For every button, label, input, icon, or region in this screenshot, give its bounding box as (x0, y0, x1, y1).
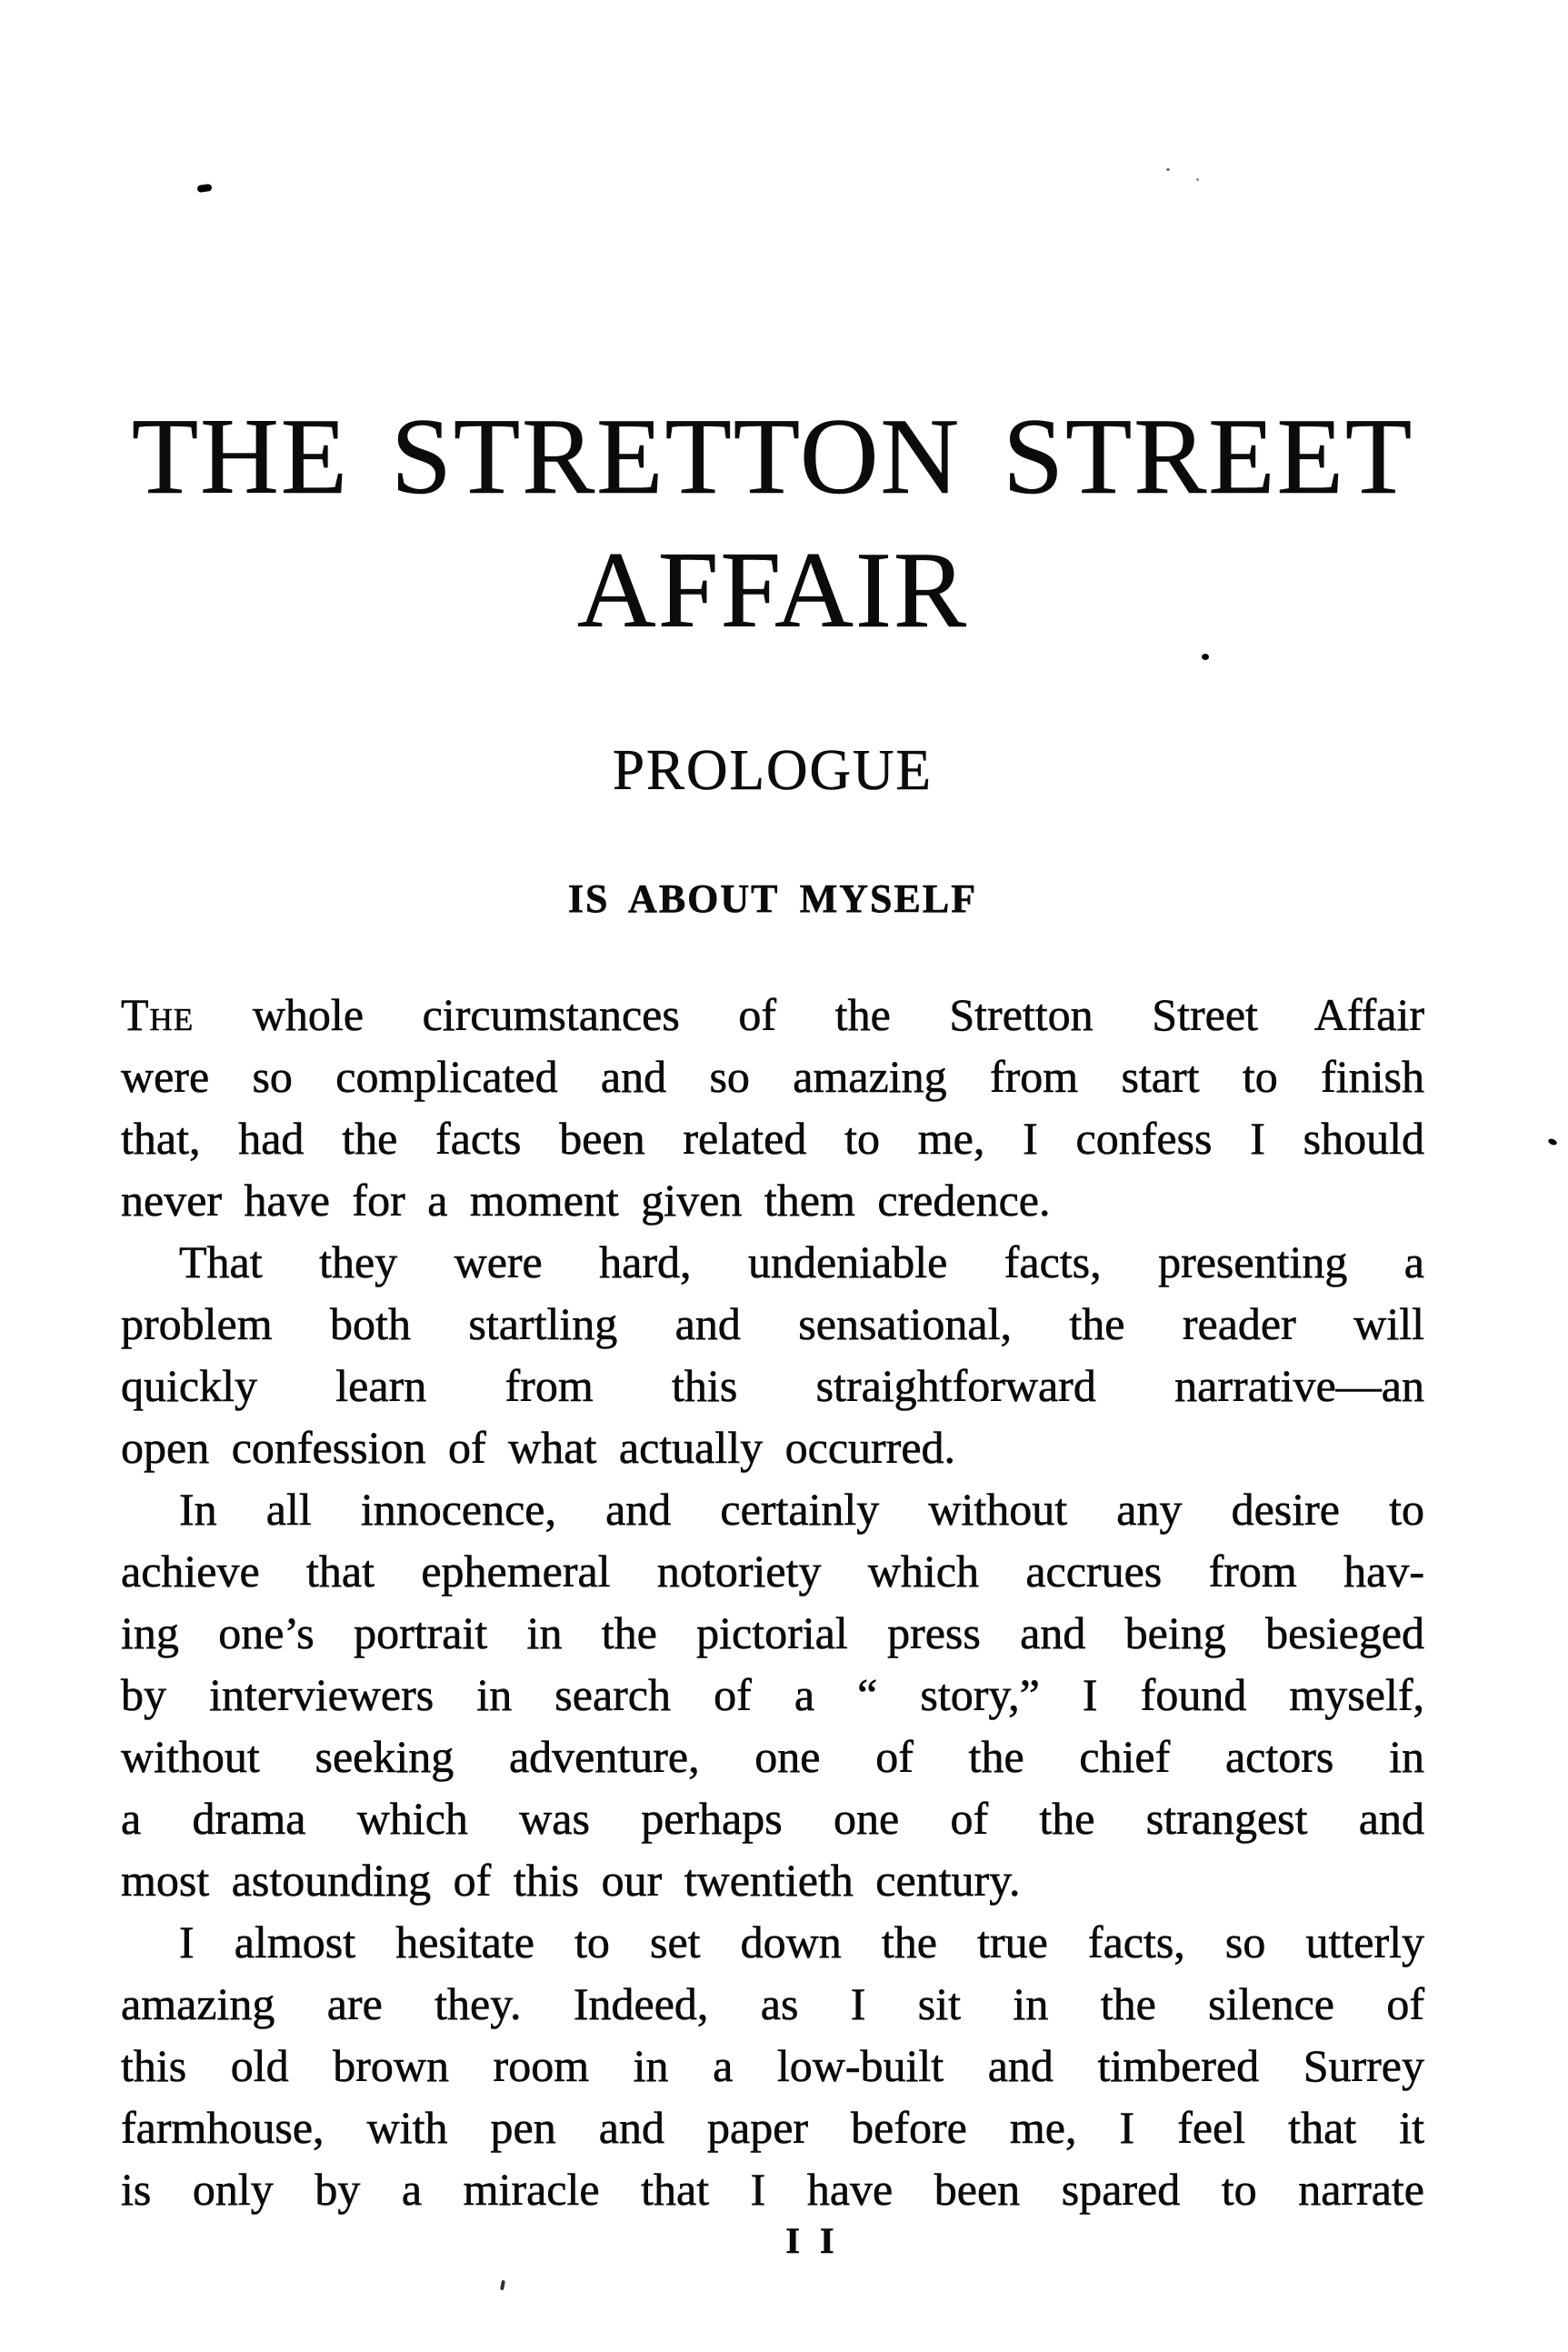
ink-dash-artifact (197, 184, 213, 193)
book-title-line1: THE STRETTON STREET (131, 395, 1414, 516)
paragraph-4 (121, 1911, 1424, 2220)
body-line: In all innocence, and certainly without any desire to (179, 1484, 1424, 1535)
body-line: were so complicated and so amazing from start to finish (121, 1051, 1424, 1102)
body-line: this old brown room in a low-built and timbered Surrey (121, 2040, 1424, 2091)
ink-dot (1202, 654, 1209, 660)
page-number: II (785, 2220, 854, 2261)
body-line: by interviewers in search of a “ story,” I found myself, (121, 1669, 1424, 1720)
chapter-heading: PROLOGUE (612, 738, 933, 802)
ink-tick (500, 2280, 505, 2291)
paragraph-1 (121, 984, 1424, 1231)
body-line: without seeking adventure, one of the chief actors in (121, 1731, 1424, 1782)
body-line: farmhouse, with pen and paper before me, I feel that it (121, 2102, 1424, 2153)
lead-word-smallcaps: The (121, 989, 195, 1040)
body-line: ing one’s portrait in the pictorial press and being besieged (121, 1607, 1424, 1658)
ink-speck (1196, 178, 1199, 181)
text-block (121, 389, 1424, 2260)
body-line (121, 984, 1424, 1046)
ink-speck (1166, 168, 1170, 171)
paragraph-2 (121, 1231, 1424, 1478)
body-line: I almost hesitate to set down the true facts, so utterly (179, 1917, 1424, 1967)
body-line: a drama which was perhaps one of the strangest and (121, 1793, 1424, 1844)
body-line: that, had the facts been related to me, I confess I should (121, 1113, 1424, 1164)
body-line: achieve that ephemeral notoriety which accrues from hav- (121, 1546, 1424, 1596)
body-line: amazing are they. Indeed, as I sit in the silence of (121, 1978, 1424, 2029)
body-line: problem both startling and sensational, the reader will (121, 1298, 1424, 1349)
paragraph-3 (121, 1478, 1424, 1911)
body-line: is only by a miracle that I have been spared to narrate (121, 2164, 1424, 2215)
body-line: That they were hard, undeniable facts, presenting a (179, 1236, 1424, 1287)
body-line: open confession of what actually occurred. (121, 1422, 956, 1473)
body-line: never have for a moment given them credence. (121, 1175, 1051, 1226)
book-title (121, 389, 1424, 656)
body-line: quickly learn from this straightforward narrative—an (121, 1360, 1424, 1411)
body-line-text: whole circumstances of the Stretton Street Affair (252, 989, 1425, 1040)
ink-speck (1547, 1137, 1558, 1146)
body-line: most astounding of this our twentieth century. (121, 1855, 1021, 1906)
body-text (121, 984, 1424, 2220)
book-title-line2: AFFAIR (577, 529, 968, 650)
chapter-subheading: IS ABOUT MYSELF (567, 876, 978, 921)
